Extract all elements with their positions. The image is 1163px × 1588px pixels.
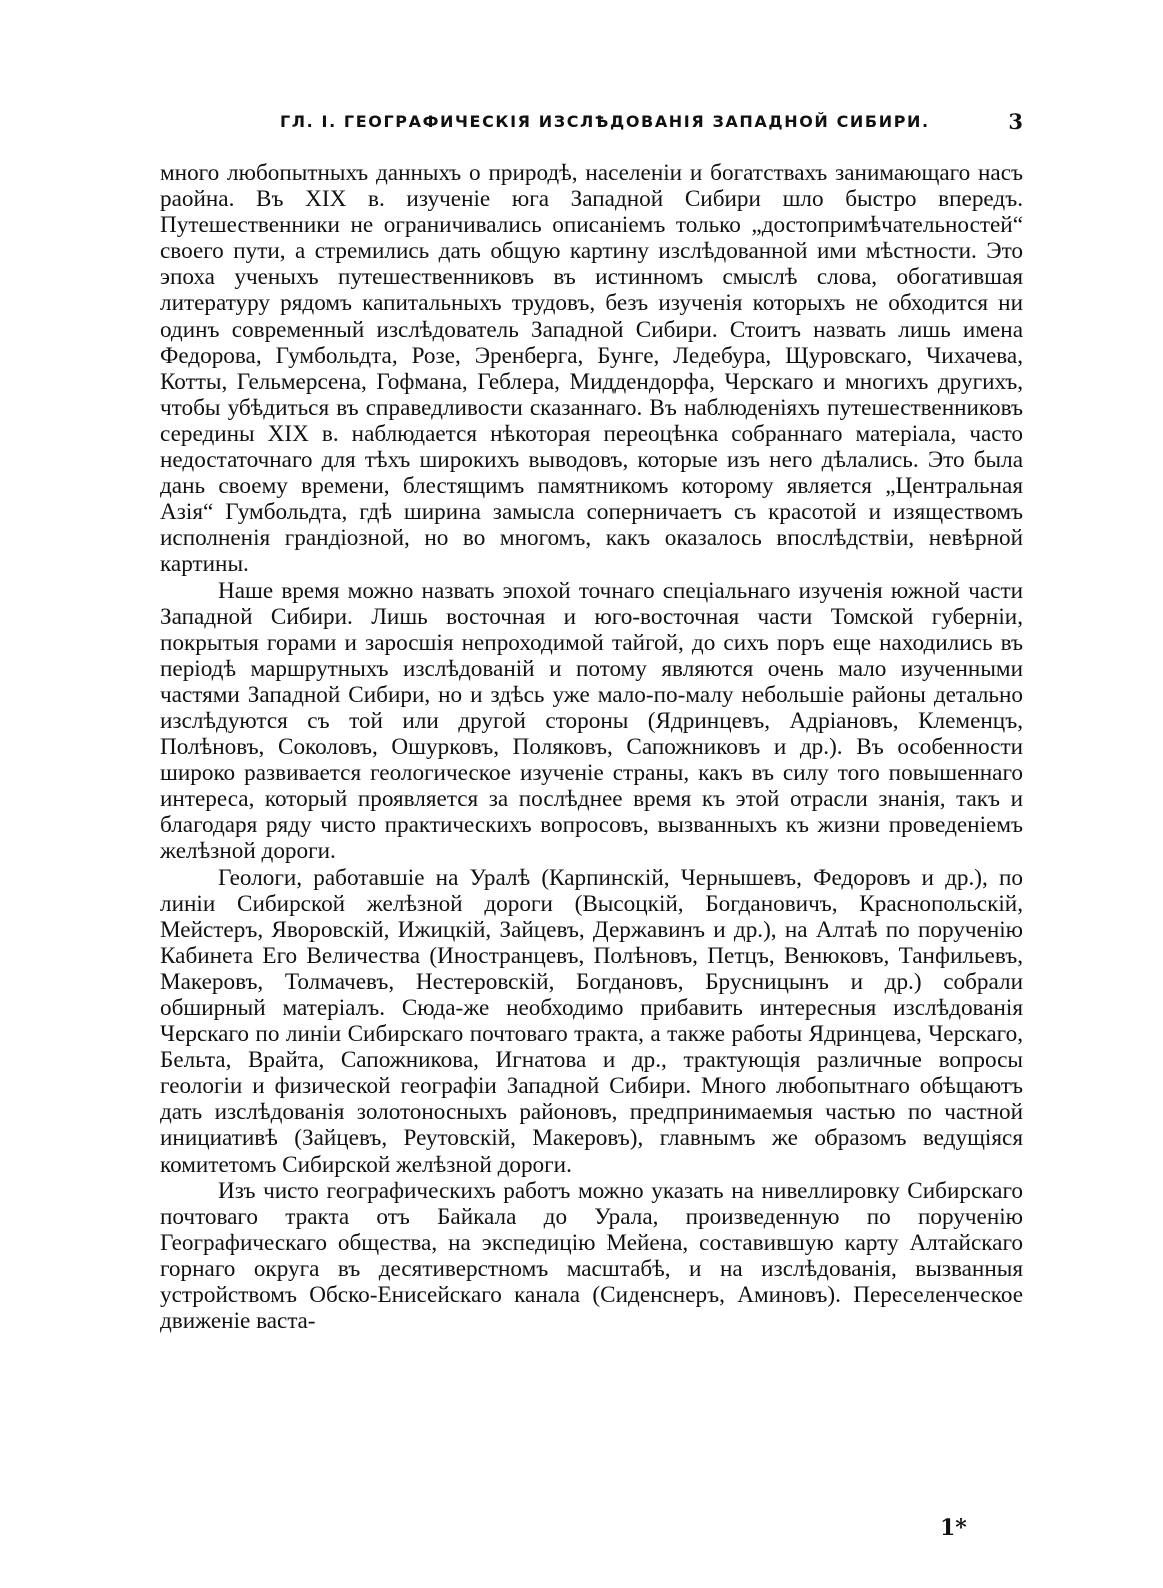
page-header xyxy=(160,109,1023,142)
running-title: ГЛ. I. ГЕОГРАФИЧЕСКІЯ ИЗСЛѢДОВАНІЯ ЗАПАДНОЙ СИБИРИ. xyxy=(280,112,930,131)
page-number: 3 xyxy=(1008,109,1023,134)
signature-mark: 1* xyxy=(940,1515,967,1541)
paragraph-continuation: много любопытныхъ данныхъ о природѣ, населеніи и богатствахъ занимающаго насъ раойна. Въ XIX в. изученіе юга Западной Сибири шло быстро впередъ. Путешественники не ограничивались описаніемъ только „достопримѣчательностей“ своего пути, а стремились дать общую картину изслѣдованной ими мѣстности. Это эпоха ученыхъ путешественниковъ въ истинномъ смыслѣ слова, обогатившая литературу рядомъ капитальныхъ трудовъ, безъ изученія которыхъ не обходится ни одинъ современный изслѣдователь Западной Сибири. Стоитъ назвать лишь имена Федорова, Гумбольдта, Розе, Эренберга, Бунге, Ледебура, Щуровскаго, Чихачева, Котты, Гельмерсена, Гофмана, Геблера, Миддендорфа, Черскаго и многихъ другихъ, чтобы убѣдиться въ справедливости сказаннаго. Въ наблюденіяхъ путешественниковъ середины XIX в. наблюдается нѣкоторая переоцѣнка собраннаго матеріала, часто недостаточнаго для тѣхъ широкихъ выводовъ, которые изъ него дѣлались. Это была дань своему времени, блестящимъ памятникомъ которому является „Центральная Азія“ Гумбольдта, гдѣ ширина замысла соперничаетъ съ красотой и изяществомъ исполненія грандіозной, но во многомъ, какъ оказалось впослѣдствіи, невѣрной картины. xyxy=(160,160,1023,578)
body-text xyxy=(160,160,1023,1334)
paragraph: Наше время можно назвать эпохой точнаго спеціальнаго изученія южной части Западной Сибири. Лишь восточная и юго-восточная части Томской губерніи, покрытыя горами и заросшія непроходимой тайгой, до сихъ поръ еще находились въ періодѣ маршрутныхъ изслѣдованій и потому являются очень мало изученными частями Западной Сибири, но и здѣсь уже мало-по-малу небольшіе районы детально изслѣдуются съ той или другой стороны (Ядринцевъ, Адріановъ, Клеменцъ, Полѣновъ, Соколовъ, Ошурковъ, Поляковъ, Сапожниковъ и др.). Въ особенности широко развивается геологическое изученіе страны, какъ въ силу того повышеннаго интереса, который проявляется за послѣднее время къ этой отрасли знанія, такъ и благодаря ряду чисто практическихъ вопросовъ, вызванныхъ къ жизни проведеніемъ желѣзной дороги. xyxy=(160,577,1023,865)
paragraph: Изъ чисто географическихъ работъ можно указать на нивеллировку Сибирскаго почтоваго тракта отъ Байкала до Урала, произведенную по порученію Географическаго общества, на экспедицію Мейена, составившую карту Алтайскаго горнаго округа въ десятиверстномъ масштабѣ, и на изслѣдованія, вызванныя устройствомъ Обско-Енисейскаго канала (Сиденснеръ, Аминовъ). Переселенческое движеніе вастa- xyxy=(160,1177,1023,1335)
paragraph: Геологи, работавшіе на Уралѣ (Карпинскій, Чернышевъ, Федоровъ и др.), по линіи Сибирской желѣзной дороги (Высоцкій, Богдановичъ, Краснопольскій, Мейстеръ, Яворовскій, Ижицкій, Зайцевъ, Державинъ и др.), на Алтаѣ по порученію Кабинета Его Величества (Иностранцевъ, Полѣновъ, Петцъ, Венюковъ, Танфильевъ, Макеровъ, Толмачевъ, Нестеровскій, Богдановъ, Брусницынъ и др.) собрали обширный матеріалъ. Сюда-же необходимо прибавить интересныя изслѣдованія Черскаго по линіи Сибирскаго почтоваго тракта, а также работы Ядринцева, Черскаго, Бельта, Врайта, Сапожникова, Игнатова и др., трактующія различные вопросы геологіи и физической географіи Западной Сибири. Много любопытнаго обѣщаютъ дать изслѣдованія золотоносныхъ районовъ, предпринимаемыя частью по частной инициативѣ (Зайцевъ, Реутовскій, Макеровъ), главнымъ же образомъ ведущіяся комитетомъ Сибирской желѣзной дороги. xyxy=(160,864,1023,1178)
